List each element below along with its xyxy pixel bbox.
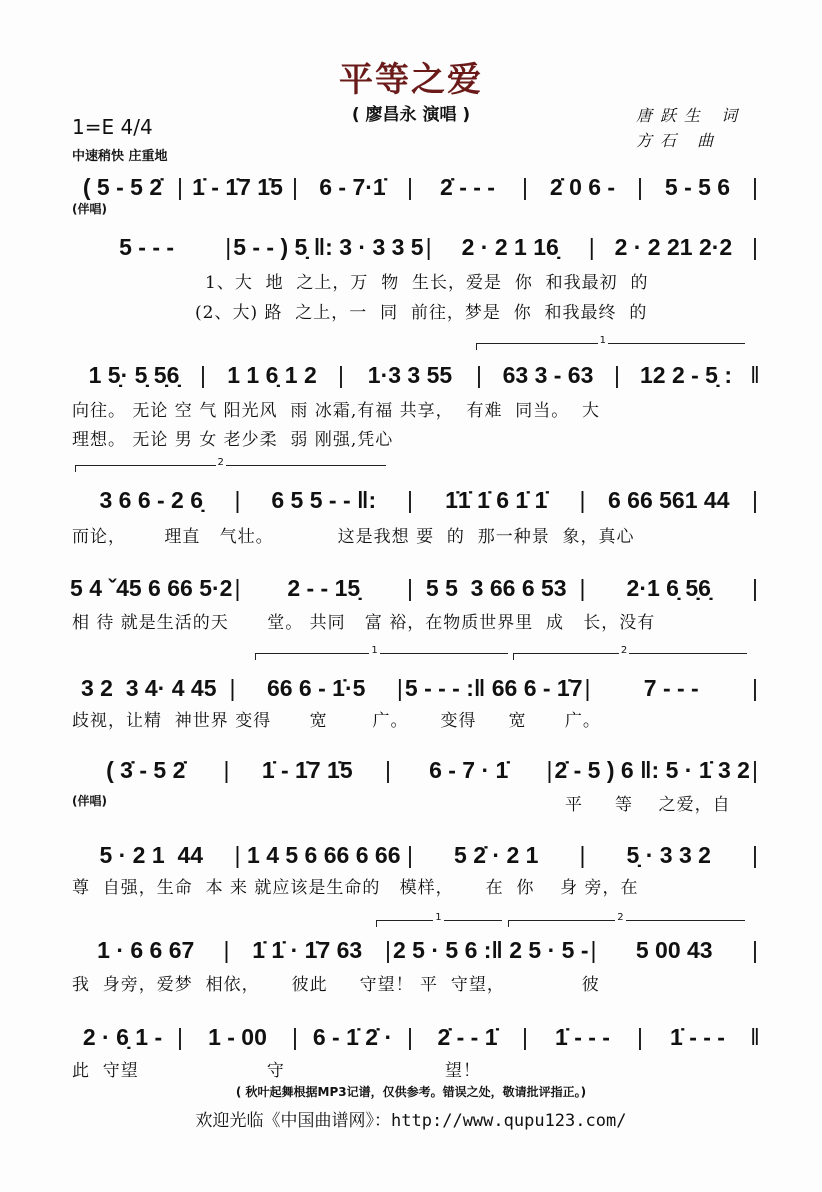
notation-row <box>70 573 760 603</box>
bar-line: | <box>384 756 391 783</box>
bar-line: | <box>396 674 403 701</box>
measure: 6 66 561 44 <box>607 486 730 513</box>
measure: 5 00 43 <box>635 936 713 963</box>
measure: 3 6 6 - 2 6̣ <box>99 486 204 513</box>
bar-line: | <box>476 361 482 388</box>
song-title: 平等之爱 <box>339 60 483 100</box>
lyric-line: 尊 自强，生命 本 来 就应该是生命的 模样， 在 你 身 旁，在 <box>72 878 639 898</box>
volta-label: 2 <box>620 645 628 656</box>
composer: 方石 曲 <box>636 131 722 150</box>
volta-label: 2 <box>217 457 224 468</box>
measure: 1̇ - - - <box>670 1023 725 1050</box>
bar-line: | <box>407 173 413 200</box>
bar-line: | <box>579 841 586 868</box>
bar-line: | <box>588 233 595 260</box>
volta-label: 2 <box>617 912 624 923</box>
measure: 5 2̇ · 2 1 <box>454 841 539 868</box>
end-bar-line: | <box>752 233 758 260</box>
measure: 1̇1̇ 1̇ 6 1̇ 1̇ <box>445 486 548 513</box>
bar-line: | <box>200 361 206 388</box>
measure: 5 5 3 66 6 53 <box>425 574 567 601</box>
measure: 1 - 00 <box>208 1023 267 1050</box>
bar-line: | <box>637 173 643 200</box>
volta-label: 1 <box>599 335 606 346</box>
accompaniment-label: (伴唱) <box>72 794 107 808</box>
lyricist: 唐跃生 词 <box>636 106 746 125</box>
measure: 2 · 2 1 16̣ <box>461 233 559 260</box>
measure: 5 - 5 6 <box>664 173 731 200</box>
measure: 1 5̣· 5̣ 5̣6̣ <box>88 361 180 388</box>
measure: 2̇ - - 1̇ <box>437 1023 498 1050</box>
measure: 1 1 6̣ 1 2 <box>227 361 317 388</box>
bar-line: | <box>223 936 230 963</box>
bar-line: | <box>407 1023 413 1050</box>
notation-row <box>70 840 760 870</box>
measure: 3 2 3 4· 4 45 <box>80 674 217 701</box>
bar-line: | <box>522 173 528 200</box>
singer: ( 廖昌永 演唱 ) <box>351 105 471 125</box>
lyric-line: 我 身旁，爱梦 相依， 彼此 守望！ 平 守望， 彼 <box>72 975 600 995</box>
lyric-line: 相 待 就是生活的天 堂。 共同 富 裕，在物质世界里 成 长，没有 <box>72 613 656 633</box>
bar-line: | <box>425 233 432 260</box>
lyric-line: 1、大 地 之上，万 物 生长，爱是 你 和我最初 的 <box>205 273 649 293</box>
lyric-line: (2、大) 路 之上，一 同 前往，梦是 你 和我最终 的 <box>195 303 648 323</box>
measure: 12 2 - 5̣ : <box>639 361 733 388</box>
measure: 6 - 1̇ 2̇ · <box>312 1023 393 1050</box>
bar-line: | <box>234 841 241 868</box>
measure: 6 5 5 - - ‖: <box>271 486 377 513</box>
notation-row <box>70 232 760 262</box>
lyric-line: 歧视，让精 神世界 变得 宽 广。 变得 宽 广。 <box>72 711 601 731</box>
measure: 1̇ 1̇ · 1̇7 63 <box>252 936 363 963</box>
end-bar-line: | <box>751 936 758 963</box>
measure: 5 4 ˇ45 6 66 5·2 <box>70 574 233 601</box>
bar-line: | <box>384 936 391 963</box>
bar-line: | <box>407 841 413 868</box>
bar-line: | <box>522 1023 528 1050</box>
measure: 6 - 7·1̇ <box>319 173 386 200</box>
measure: 5 - - - <box>119 233 175 260</box>
measure: 63 3 - 63 <box>502 361 594 388</box>
measure: 5 - - ) 5̣ ‖: 3 · 3 3 5 <box>233 233 424 260</box>
bar-line: | <box>177 1023 183 1050</box>
measure: ( 5 - 5 2̇ <box>82 173 163 200</box>
measure: 2 · 6̣ 1 - <box>82 1023 163 1050</box>
end-bar-line: | <box>751 674 758 701</box>
bar-line: | <box>234 486 241 513</box>
lyric-line: 向往。 无论 空 气 阳光风 雨 冰霜,有福 共享， 有难 同当。 大 <box>72 401 601 421</box>
bar-line: | <box>407 486 413 513</box>
end-bar-line: ‖ <box>750 1023 760 1050</box>
measure: 2̇ - - - <box>440 173 495 200</box>
bar-line: | <box>292 1023 298 1050</box>
volta-2 <box>508 912 745 927</box>
volta-label: 1 <box>435 912 442 923</box>
measure: 7 - - - <box>643 674 699 701</box>
bar-line: | <box>579 486 586 513</box>
transcription-note: ( 秋叶起舞根据MP3记谱，仅供参考。错误之处，敬请批评指正。) <box>235 1085 587 1099</box>
end-bar-line: | <box>752 173 758 200</box>
measure: 2 - - 15̣ <box>287 574 361 601</box>
measure: 1̇ - 1̇7 1̇5 <box>192 173 283 200</box>
volta-1 <box>376 912 502 927</box>
measure: 1 · 6 6 67 <box>97 936 195 963</box>
measure: 2̇ 0 6 - <box>549 173 616 200</box>
measure: ( 3̇ - 5 2̇ <box>106 756 186 783</box>
measure: 1̇ - 1̇7 1̇5 <box>261 756 353 783</box>
measure: 1·3 3 55 <box>367 361 453 388</box>
bar-line: | <box>407 574 413 601</box>
measure: 2̇ - 5 ) 6 ‖: 5 · 1̇ 3 2 <box>554 756 750 783</box>
measure: 1̇ - - - <box>555 1023 610 1050</box>
notation-row <box>70 673 760 703</box>
accompaniment-label: (伴唱) <box>72 202 107 216</box>
notation-row <box>70 485 760 515</box>
measure: 5 - - - :‖ 66 6 - 1̇7 <box>404 674 583 701</box>
measure: 2·1 6̣ 5̣6̣ <box>626 574 711 601</box>
bar-line: | <box>338 361 344 388</box>
bar-line: | <box>584 674 591 701</box>
bar-line: | <box>614 361 620 388</box>
site-link[interactable]: 欢迎光临《中国曲谱网》：http://www.qupu123.com/ <box>195 1111 627 1131</box>
measure: 2 · 2 21 2·2 <box>614 233 733 260</box>
measure: 5̣ · 3 3 2 <box>626 841 711 868</box>
measure: 2 5 · 5 6 :‖ 2 5 · 5 - <box>392 936 589 963</box>
notation-row <box>70 755 760 785</box>
bar-line: | <box>225 233 232 260</box>
notation-row <box>70 360 760 390</box>
end-bar-line: | <box>752 574 758 601</box>
notation-row <box>70 1022 760 1052</box>
bar-line: | <box>234 574 241 601</box>
notation-row <box>70 172 760 202</box>
volta-2 <box>513 645 747 660</box>
volta-1 <box>476 335 745 350</box>
lyric-line: 平 等 之爱，自 <box>565 795 731 815</box>
bar-line: | <box>590 936 597 963</box>
notation-row <box>70 935 760 965</box>
bar-line: | <box>292 173 298 200</box>
bar-line: | <box>579 574 586 601</box>
volta-1 <box>255 645 508 660</box>
bar-line: | <box>229 674 236 701</box>
bar-line: | <box>177 173 183 200</box>
measure: 1 4 5 6 66 6 66 <box>247 841 401 868</box>
lyric-line: 此 守望 守 望！ <box>72 1061 481 1081</box>
bar-line: | <box>223 756 230 783</box>
measure: 6 - 7 · 1̇ <box>429 756 509 783</box>
key-signature: 1=E 4/4 <box>72 115 153 139</box>
tempo-marking: 中速稍快 庄重地 <box>72 149 168 164</box>
volta-2 <box>75 457 386 472</box>
end-bar-line: ‖ <box>750 361 760 388</box>
lyric-line: 理想。 无论 男 女 老少柔 弱 刚强,凭心 <box>72 430 394 450</box>
lyric-line: 而论， 理直 气壮。 这是我想 要 的 那一种景 象，真心 <box>72 527 635 547</box>
volta-label: 1 <box>371 645 378 656</box>
bar-line: | <box>546 756 553 783</box>
end-bar-line: | <box>752 841 758 868</box>
measure: 66 6 - 1̇·5 <box>266 674 366 701</box>
end-bar-line: | <box>752 486 758 513</box>
measure: 5 · 2 1 44 <box>99 841 204 868</box>
end-bar-line: | <box>751 756 758 783</box>
bar-line: | <box>637 1023 643 1050</box>
